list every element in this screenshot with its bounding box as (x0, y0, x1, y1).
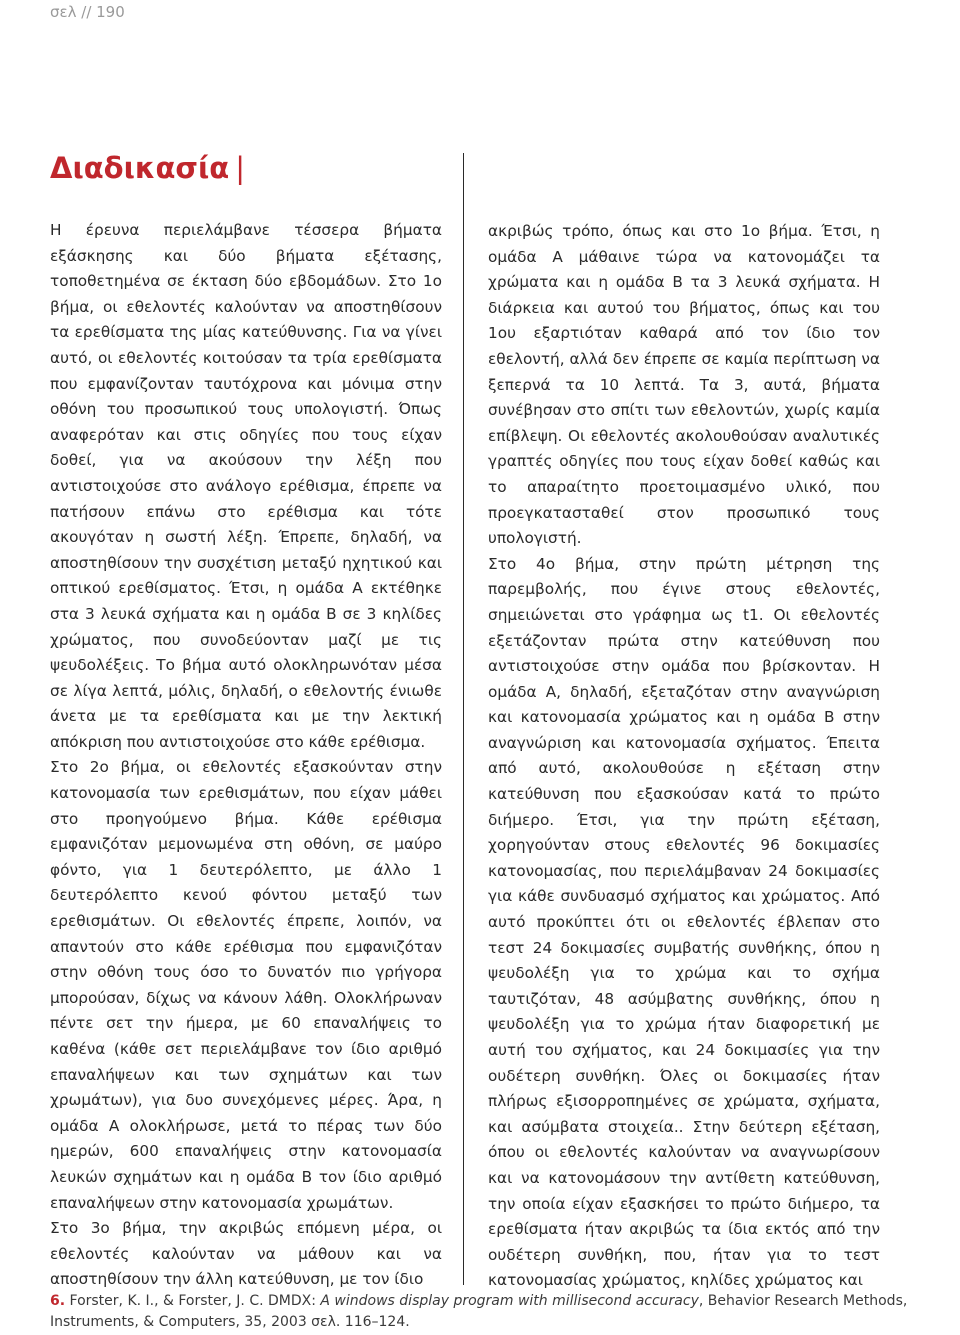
section-title-bar: | (235, 151, 246, 185)
footnote-title: A windows display program with millisecond accuracy (320, 1293, 699, 1309)
page-number-label: σελ // 190 (50, 3, 125, 21)
left-column (50, 218, 442, 1293)
right-paragraph-1: ακριβώς τρόπο, όπως και στο 1ο βήμα. Έτσι, η ομάδα Α μάθαινε τώρα να κατονομάζει τα χρώματα και η ομάδα Β τα 3 λευκά σχήματα. Η διάρκεια και αυτού του βήματος, όπως και του 1ου εξαρτιόταν καθαρά από τον ίδιο τον εθελοντή, αλλά δεν έπρεπε σε καμία περίπτωση να ξεπερνά τα 10 λεπτά. Τα 3, αυτά, βήματα συνέβησαν στο σπίτι των εθελοντών, χωρίς καμία επίβλεψη. Οι εθελοντές ακολουθούσαν αναλυτικές γραπτές οδηγίες που τους είχαν δοθεί καθώς και το απαραίτητο προετοιμασμένο υλικό, που προεγκατασταθεί στον προσωπικό τους υπολογιστή. (488, 222, 880, 548)
footnote-text-1: Forster, K. I., & Forster, J. C. DMDX: (65, 1293, 321, 1309)
left-paragraph-1: Η έρευνα περιελάμβανε τέσσερα βήματα εξάσκησης και δύο βήματα εξέτασης, τοποθετημένα σε έκταση δύο εβδομάδων. Στο 1ο βήμα, οι εθελοντές καλούνταν να αποστηθίσουν τα ερεθίσματα της μίας κατεύθυνσης. Για να γίνει αυτό, οι εθελοντές κοιτούσαν τα τρία ερεθίσματα που εμφανίζονταν ταυτόχρονα και μόνιμα στην οθόνη του προσωπικού τους υπολογιστή. Όπως αναφερόταν και στις οδηγίες που τους είχαν δοθεί, για να ακούσουν την λέξη που αντιστοιχούσε στο ανάλογο ερέθισμα, έπρεπε να πατήσουν επάνω στο ερέθισμα και τότε ακουγόταν η σωστή λέξη. Έπρεπε, δηλαδή, να αποστηθίσουν την συσχέτιση μεταξύ ηχητικού και οπτικού ερεθίσματος. Έτσι, η ομάδα Α εκτέθηκε στα 3 λευκά σχήματα και η ομάδα Β σε 3 κηλίδες χρώματος, που συνοδεύονταν μαζί με τις ψευδολέξεις. Το βήμα αυτό ολοκληρωνόταν μέσα σε λίγα λεπτά, μόλις, δηλαδή, ο εθελοντής ένιωθε άνετα με τα ερεθίσματα και με την λεκτική απόκριση που αντιστοιχούσε στο κάθε ερέθισμα. (50, 221, 442, 751)
footnote (50, 1291, 920, 1333)
left-paragraph-3: Στο 3ο βήμα, την ακριβώς επόμενη μέρα, οι εθελοντές καλούνταν να μάθουν και να αποστηθίσουν την άλλη κατεύθυνση, με τον ίδιο (50, 1219, 442, 1289)
left-paragraph-2: Στο 2ο βήμα, οι εθελοντές εξασκούνταν στην κατονομασία των ερεθισμάτων, που είχαν μάθει στο προηγούμενο βήμα. Κάθε ερέθισμα εμφανιζόταν μεμονωμένα στη οθόνη, σε μαύρο φόντο, για 1 δευτερόλεπτο, με άλλο 1 δευτερόλεπτο κενού φόντου μεταξύ των ερεθισμάτων. Οι εθελοντές έπρεπε, λοιπόν, να απαντούν στο κάθε ερέθισμα που εμφανιζόταν στην οθόνη τους όσο το δυνατόν πιο γρήγορα μπορούσαν, δίχως να κάνουν λάθη. Ολοκλήρωναν πέντε σετ την ήμερα, με 60 επαναλήψεις το καθένα (κάθε σετ περιελάμβανε τον ίδιο αριθμό επαναλήψεων και των σχημάτων και των χρωμάτων), για δυο συνεχόμενες μέρες. Άρα, η ομάδα Α ολοκλήρωσε, μετά το πέρας των δύο ημερών, 600 επαναλήψεις στην κατονομασία λευκών σχημάτων και η ομάδα Β τον ίδιο αριθμό επαναλήψεων στην κατονομασία χρωμάτων. (50, 758, 442, 1212)
footnote-text-2: , Behavior Research Methods, Instruments, & Computers, 35, 2003 σελ. 116–124. (50, 1293, 908, 1330)
section-title (50, 148, 245, 188)
column-divider (463, 153, 464, 1285)
footnote-number: 6. (50, 1293, 66, 1309)
right-column (488, 219, 880, 1294)
right-paragraph-2: Στο 4ο βήμα, στην πρώτη μέτρηση της παρεμβολής, που έγινε στους εθελοντές, σημειώνεται στο γράφημα ως t1. Οι εθελοντές εξετάζονταν πρώτα στην κατεύθυνση που αντιστοιχούσε στην ομάδα που βρίσκονταν. Η ομάδα Α, δηλαδή, εξεταζόταν στην αναγνώριση και κατονομασία χρώματος και η ομάδα Β στην αναγνώριση και κατονομασία σχήματος. Έπειτα από αυτό, ακολουθούσε η εξέταση στην κατεύθυνση που εξασκούσαν κατά το πρώτο διήμερο. Έτσι, για την πρώτη εξέταση, χορηγούνταν στους εθελοντές 96 δοκιμασίες κατονομασίας, που περιελάμβαναν 24 δοκιμασίες για κάθε συνδυασμό σχήματος και χρώματος. Από αυτό προκύπτει ότι οι εθελοντές έβλεπαν στο τεστ 24 δοκιμασίες συμβατής συνθήκης, όπου η ψευδολέξη για το χρώμα και το σχήμα ταυτιζόταν, 48 ασύμβατης συνθήκης, όπου η ψευδολέξη για το χρώμα ήταν διαφορετική με αυτή του σχήματος, και 24 δοκιμασίες για την ουδέτερη συνθήκη. Όλες οι δοκιμασίες ήταν πλήρως εξισορροπημένες σε χρώματα, σχήματα, και ασύμβατα στοιχεία.. Στην δεύτερη εξέταση, όπου οι εθελοντές καλούνταν να αναγνωρίσουν και να κατονομάσουν την αντίθετη κατεύθυνση, την οποία είχαν εξασκήσει το πρώτο διήμερο, τα ερεθίσματα ήταν ακριβώς τα ίδια εκτός από την ουδέτερη συνθήκη, που, ήταν για το τεστ κατονομασίας χρώματος, κηλίδες χρώματος και (488, 554, 880, 1290)
section-title-text: Διαδικασία (50, 151, 230, 185)
